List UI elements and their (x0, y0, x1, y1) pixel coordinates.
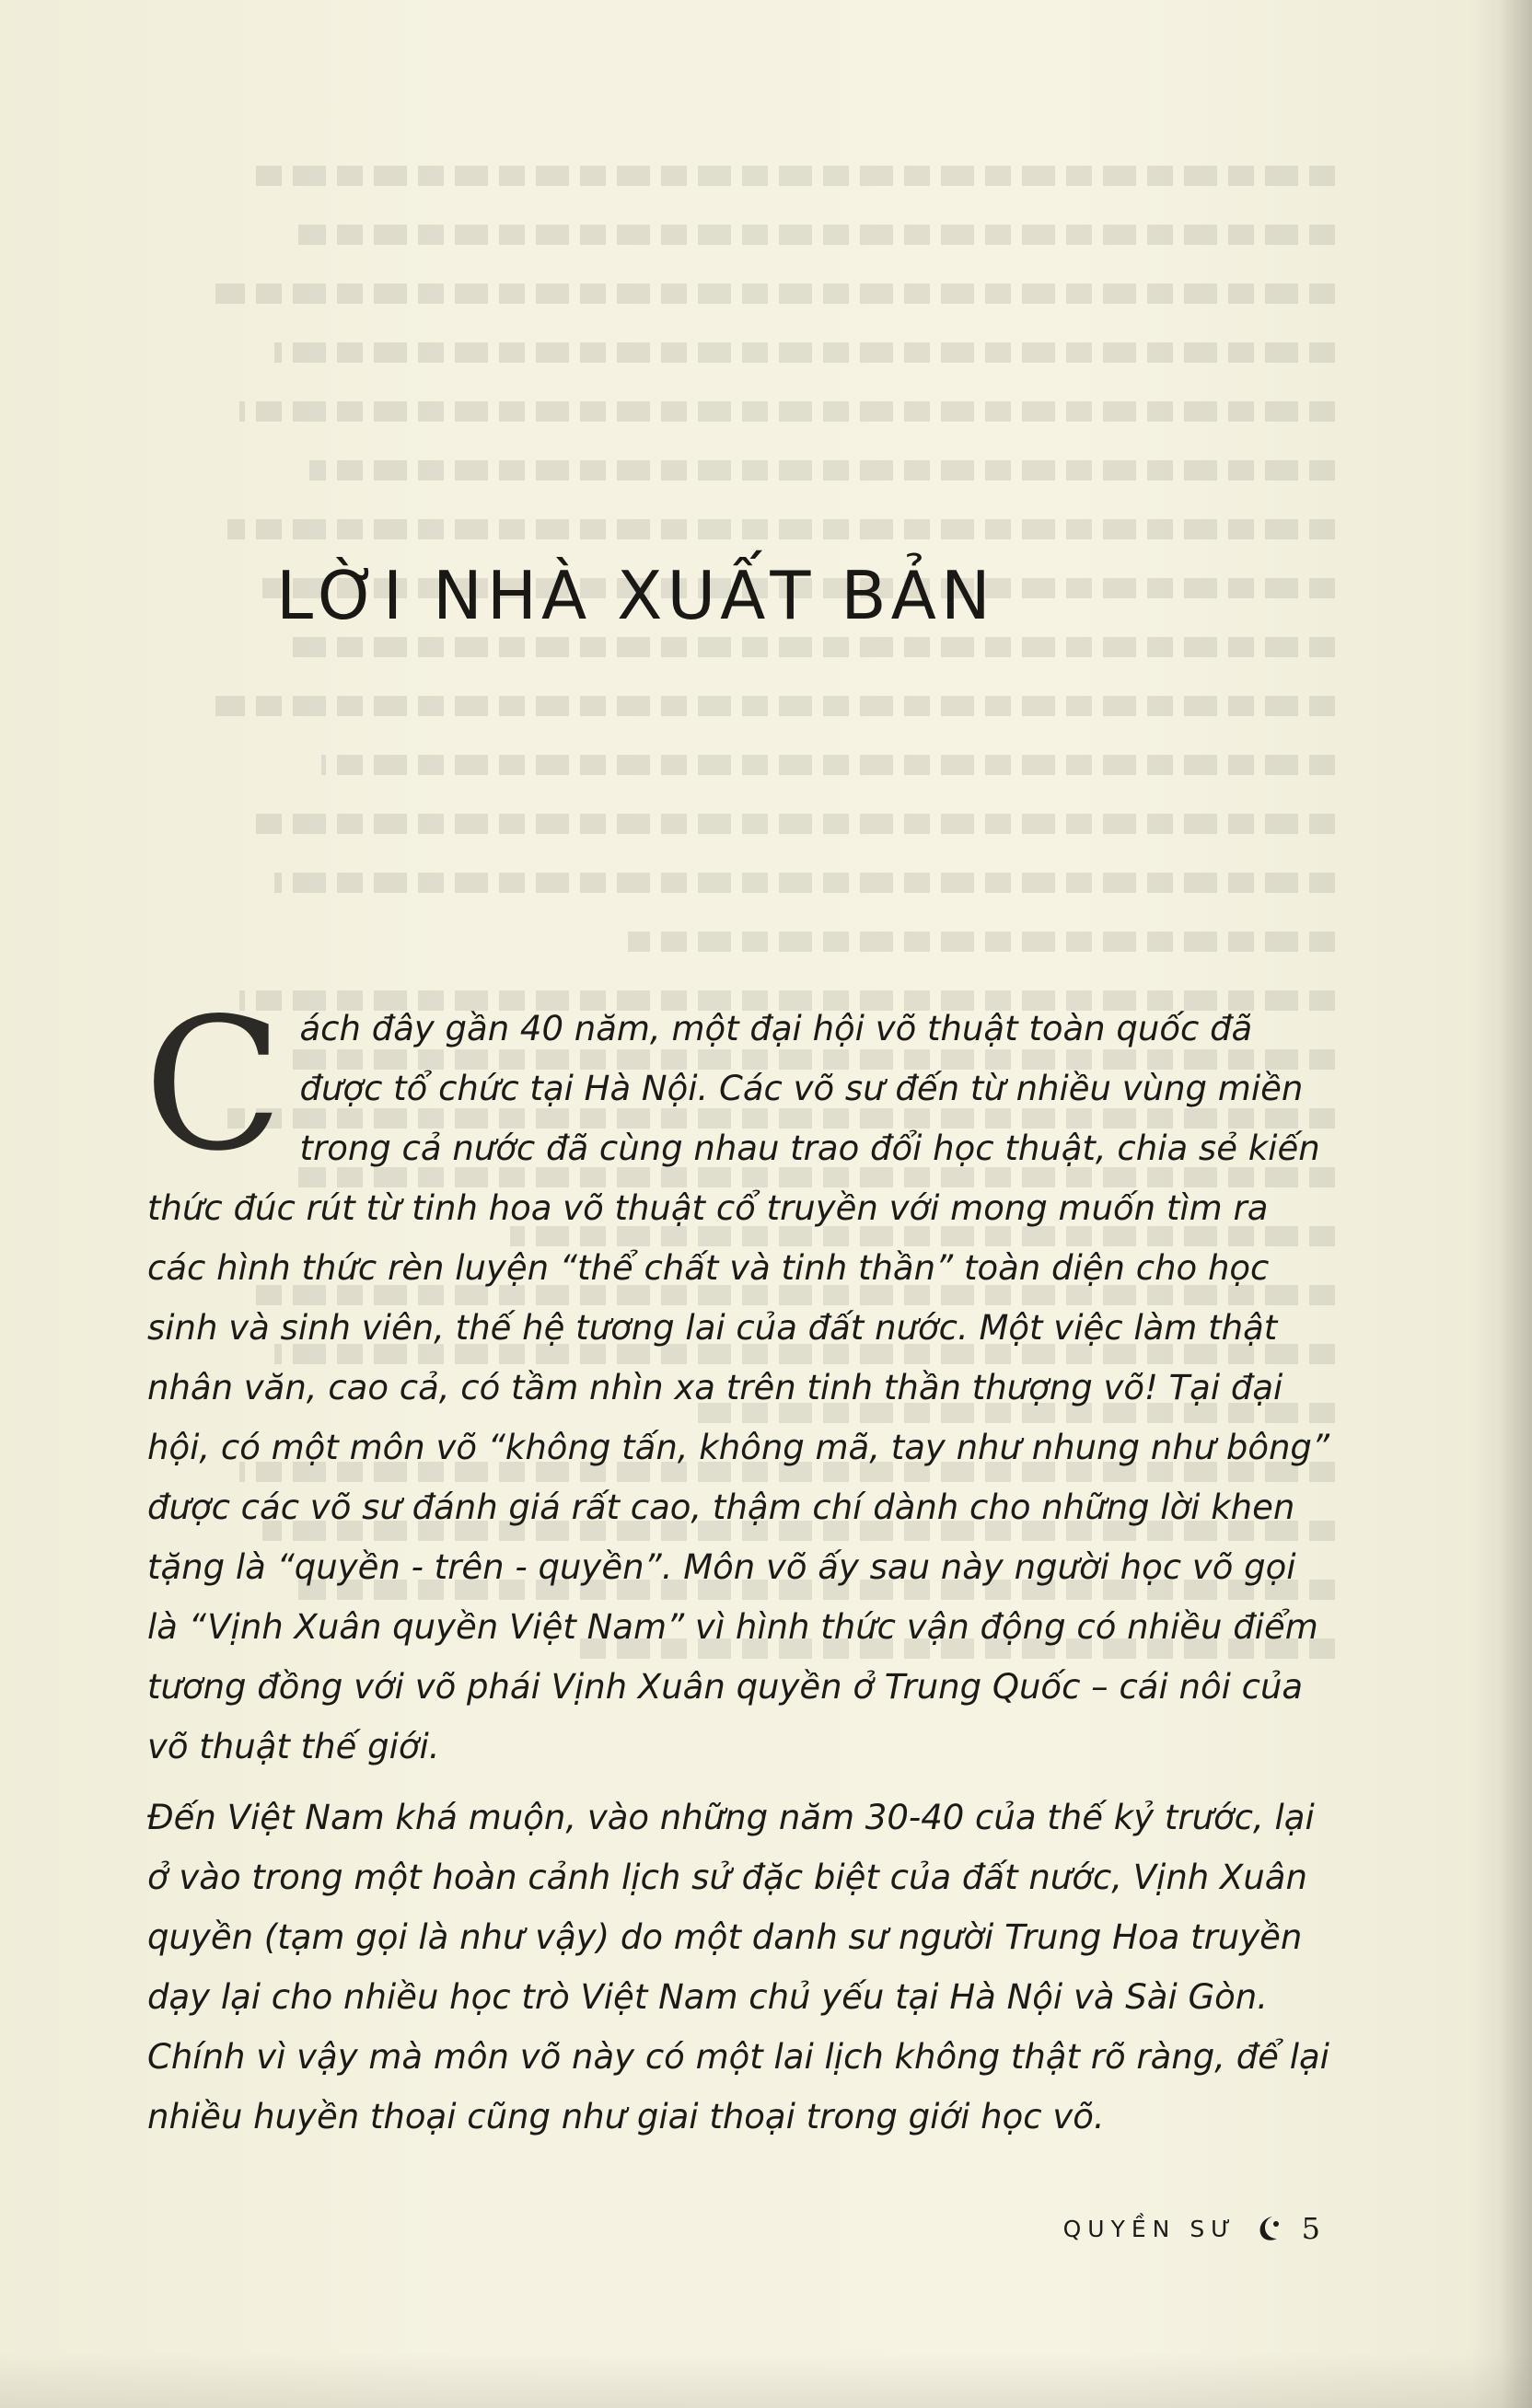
running-head: QUYỀN SƯ (1062, 2215, 1237, 2242)
page-title: LỜI NHÀ XUẤT BẢN (276, 557, 995, 634)
page-edge-shadow (1501, 0, 1532, 2408)
paragraph-1 (144, 978, 1335, 1777)
crescent-ornament-icon (1254, 2213, 1285, 2244)
paragraph-2 (147, 1788, 1335, 2147)
page-bottom-shadow (0, 2353, 1532, 2408)
paragraph-2-text: Đến Việt Nam khá muộn, vào những năm 30-40 của thế kỷ trước, lại ở vào trong một hoàn cảnh lịch sử đặc biệt của đất nước, Vịnh Xuân quyền (tạm gọi là như vậy) do một danh sư người Trung Hoa truyền dạy lại cho nhiều học trò Việt Nam chủ yếu tại Hà Nội và Sài Gòn. Chính vì vậy mà môn võ này có một lai lịch không thật rõ ràng, để lại nhiều huyền thoại cũng như giai thoại trong giới học võ. (147, 1798, 1329, 2136)
paragraph-1-text: ách đây gần 40 năm, một đại hội võ thuật toàn quốc đã được tổ chức tại Hà Nội. Các võ sư đến từ nhiều vùng miền trong cả nước đã cùng nhau trao đổi học thuật, chia sẻ kiến thức đúc rút từ tinh hoa võ thuật cổ truyền với mong muốn tìm ra các hình thức rèn luyện “thể chất và tinh thần” toàn diện cho học sinh và sinh viên, thế hệ tương lai của đất nước. Một việc làm thật nhân văn, cao cả, có tầm nhìn xa trên tinh thần thượng võ! Tại đại hội, có một môn võ “không tấn, không mã, tay như nhung như bông” được các võ sư đánh giá rất cao, thậm chí dành cho những lời khen tặng là “quyền - trên - quyền”. Môn võ ấy sau này người học võ gọi là “Vịnh Xuân quyền Việt Nam” vì hình thức vận động có nhiều điểm tương đồng với võ phái Vịnh Xuân quyền ở Trung Quốc – cái nôi của võ thuật thế giới. (147, 1009, 1330, 1766)
page-footer (1063, 2211, 1320, 2246)
page-number: 5 (1301, 2211, 1320, 2246)
body-text (144, 978, 1335, 2158)
drop-cap: C (144, 978, 284, 1191)
